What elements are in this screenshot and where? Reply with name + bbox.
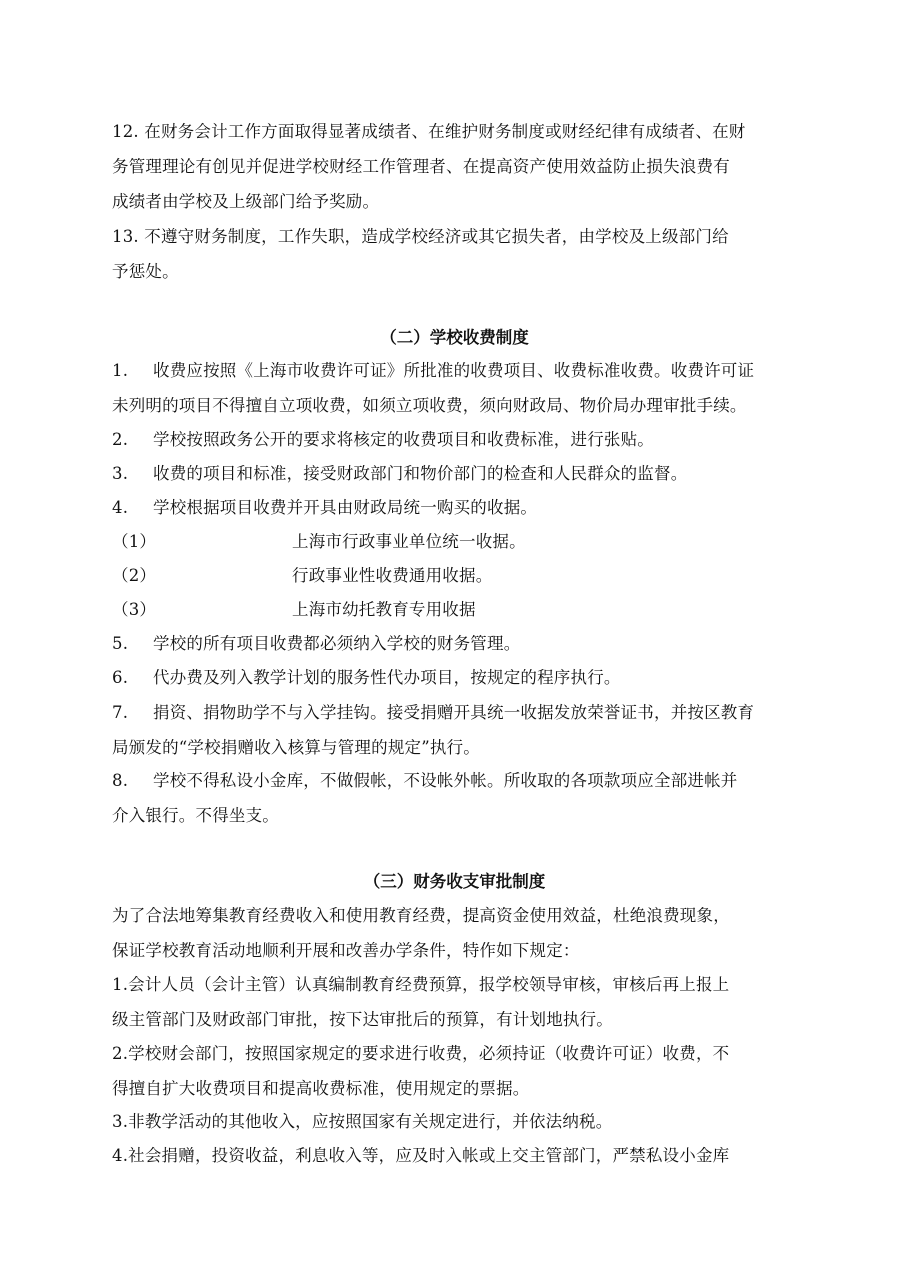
sub-list-item <box>112 600 809 620</box>
sub-item-number: （3） <box>112 600 157 619</box>
item-12-line-2: 务管理理论有创见并促进学校财经工作管理者、在提高资产使用效益防止损失浪费有 <box>112 157 730 176</box>
item-text: 捐资、捐物助学不与入学挂钩。接受捐赠开具统一收据发放荣誉证书，并按区教育 <box>153 703 755 722</box>
rule-2-line-1: 2.学校财会部门，按照国家规定的要求进行收费，必须持证（收费许可证）收费，不 <box>112 1044 730 1063</box>
section-heading-approval-system: （三）财务收支审批制度 <box>363 872 546 891</box>
item-13-line-2: 予惩处。 <box>112 262 179 281</box>
intro-line-1: 为了合法地筹集教育经费收入和使用教育经费，提高资金使用效益，杜绝浪费现象， <box>112 906 730 925</box>
item-text: 收费的项目和标准，接受财政部门和物价部门的检查和人民群众的监督。 <box>153 464 688 483</box>
rule-2-line-2: 得擅自扩大收费项目和提高收费标准，使用规定的票据。 <box>112 1079 530 1098</box>
item-text: 学校根据项目收费并开具由财政局统一购买的收据。 <box>153 498 538 517</box>
list-item <box>112 703 809 723</box>
sub-item-number: （1） <box>112 532 157 551</box>
item-text: 学校按照政务公开的要求将核定的收费项目和收费标准，进行张贴。 <box>153 430 654 449</box>
item-text: 学校的所有项目收费都必须纳入学校的财务管理。 <box>153 634 521 653</box>
item-number: 5. <box>112 634 129 653</box>
section-heading-fee-system: （二）学校收费制度 <box>380 328 529 347</box>
sub-item-text: 上海市幼托教育专用收据 <box>292 600 476 619</box>
item-number: 1. <box>112 361 129 380</box>
intro-line-2: 保证学校教育活动地顺利开展和改善办学条件，特作如下规定： <box>112 941 580 960</box>
sub-item-text: 上海市行政事业单位统一收据。 <box>292 532 526 551</box>
list-item <box>112 668 809 688</box>
item-number: 3. <box>112 464 129 483</box>
list-item <box>112 361 809 381</box>
rule-1-line-1: 1.会计人员（会计主管）认真编制教育经费预算，报学校领导审核，审核后再上报上 <box>112 975 730 994</box>
item-text: 代办费及列入教学计划的服务性代办项目，按规定的程序执行。 <box>153 668 621 687</box>
rule-4-line-1: 4.社会捐赠，投资收益，利息收入等，应及时入帐或上交主管部门，严禁私设小金库 <box>112 1146 730 1165</box>
item-text-continuation: 未列明的项目不得擅自立项收费，如须立项收费，须向财政局、物价局办理审批手续。 <box>112 396 747 415</box>
list-item <box>112 771 809 791</box>
list-item <box>112 430 809 450</box>
item-number: 6. <box>112 668 129 687</box>
sub-list-item <box>112 566 809 586</box>
rule-1-line-2: 级主管部门及财政部门审批，按下达审批后的预算，有计划地执行。 <box>112 1010 613 1029</box>
item-12-line-3: 成绩者由学校及上级部门给予奖励。 <box>112 192 380 211</box>
item-text: 学校不得私设小金库，不做假帐，不设帐外帐。所收取的各项款项应全部进帐并 <box>153 771 738 790</box>
sub-item-number: （2） <box>112 566 157 585</box>
item-text: 收费应按照《上海市收费许可证》所批准的收费项目、收费标准收费。收费许可证 <box>153 361 755 380</box>
sub-item-text: 行政事业性收费通用收据。 <box>292 566 493 585</box>
rule-3-line-1: 3.非教学活动的其他收入，应按照国家有关规定进行，并依法纳税。 <box>112 1112 613 1131</box>
item-number: 4. <box>112 498 129 517</box>
item-number: 7. <box>112 703 129 722</box>
list-item <box>112 498 809 518</box>
item-12-line-1: 12. 在财务会计工作方面取得显著成绩者、在维护财务制度或财经纪律有成绩者、在财 <box>112 122 746 141</box>
item-text-continuation: 局颁发的“学校捐赠收入核算与管理的规定”执行。 <box>112 738 480 757</box>
item-13-line-1: 13. 不遵守财务制度，工作失职，造成学校经济或其它损失者，由学校及上级部门给 <box>112 227 729 246</box>
sub-list-item <box>112 532 809 552</box>
item-number: 8. <box>112 771 129 790</box>
item-text-continuation: 介入银行。不得坐支。 <box>112 806 279 825</box>
list-item <box>112 634 809 654</box>
item-number: 2. <box>112 430 129 449</box>
list-item <box>112 464 809 484</box>
